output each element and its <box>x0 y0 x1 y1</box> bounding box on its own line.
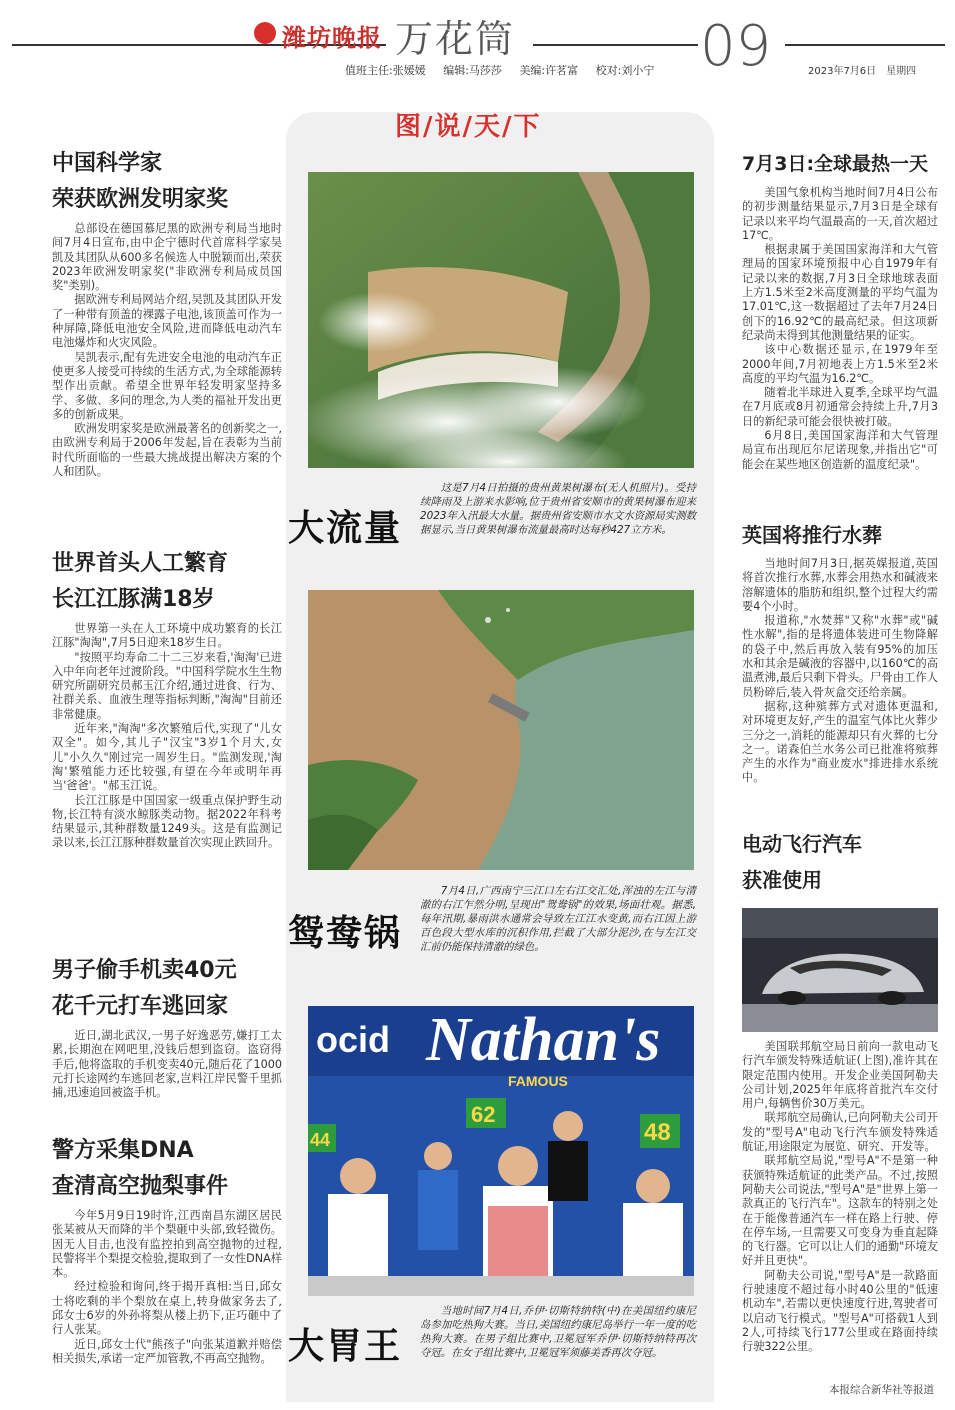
sign-famous-text: FAMOUS <box>508 1073 568 1089</box>
score-card-44: 44 <box>310 1130 331 1150</box>
article-body: 世界第一头在人工环境中成功繁育的长江江豚"淘淘",7月5日迎来18岁生日。 "按照平均寿命二十二三岁来看,'淘淘'已进入中年向老年过渡阶段。"中国科学院水生生物研究所副研究员郝玉江介绍,通过进食、行为、社群关系、血液生理等指标判断,"淘淘"目前还非常健康。 近年来,"淘淘"多次繁殖后代,实现了"儿女双全"。如今,其儿子"汉宝"3岁1个月大,女儿"小久久"刚过完一周岁生日。"监测发现,'淘淘'繁殖能力还比较强,有望在今年或明年再当'爸爸'。"郝玉江说。 长江江豚是中国国家一级重点保护野生动物,长江特有淡水鲸豚类动物。据2022年科考结果显示,其种群数量1249头。这是有监测记录以来,长江江豚种群数量首次实现止跌回升。 <box>52 622 282 850</box>
credit-duty-editor: 值班主任:张媛媛 <box>345 64 426 77</box>
feature-banner: 图/说/天/下 <box>395 112 542 142</box>
headline: 中国科学家 荣获欧洲发明家奖 <box>52 151 229 212</box>
article-body: 美国联邦航空局日前向一款电动飞行汽车颁发特殊适航证(上图),准许其在限定范围内使用。开发企业美国阿勒夫公司计划,2025年年底将首批汽车交付用户,每辆售价30万美元。 联邦航空局确认,已向阿勒夫公司开发的"型号A"电动飞行汽车颁发特殊适航证,用途限定为展览、研究、开发等。 联邦航空局说,"型号A"不是第一种获颁特殊适航证的此类产品。不过,按照阿勒夫公司说法,"型号A"是"世界上第一款真正的飞行汽车"。这款车的特别之处在于能像普通汽车一样在路上行驶、停在停车场,一旦需要又可变身为垂直起降的飞行器。它可以让人们的通勤"环境友好并且更快"。 阿勒夫公司说,"型号A"是一款路面行驶速度不超过每小时40公里的"低速机动车",若需以更快速度行进,驾驶者可以启动飞行模式。"型号A"可搭载1人到2人,可持续飞行177公里或在路面持续行驶322公里。 <box>742 1040 938 1354</box>
headline: 世界首头人工繁育 长江江豚满18岁 <box>52 551 229 612</box>
story-title-big-eater: 大胃王 <box>288 1326 403 1367</box>
headline: 电动飞行汽车 获准使用 <box>742 832 862 892</box>
newspaper-name: 潍坊晚报 <box>282 24 382 52</box>
section-title: 万花筒 <box>395 17 516 61</box>
credit-proofreader: 校对:刘小宁 <box>595 64 655 77</box>
sign-nathans-text: Nathan's <box>426 1006 661 1074</box>
article-phone-thief <box>52 953 282 1100</box>
article-hottest-day <box>742 146 938 472</box>
sign-left-text: ocid <box>316 1019 391 1060</box>
headline: 7月3日:全球最热一天 <box>742 153 929 175</box>
story-caption-mandarin-duck-pot: 7月4日,广西南宁三江口左右江交汇处,浑浊的左江与清澈的右江乍然分明,呈现出"鸳鸯锅"的效果,场面壮观。据悉,每年汛期,暴雨洪水通常会导致左江江水变黄,而右江因上游百色段大型水库的沉积作用,拦截了大部分泥沙,在与左江交汇前仍能保持清澈的绿色。 <box>420 885 696 953</box>
score-card-48: 48 <box>644 1119 671 1146</box>
headline: 男子偷手机卖40元 花千元打车逃回家 <box>52 958 237 1019</box>
article-flying-car <box>742 826 938 1355</box>
article-body: 总部设在德国慕尼黑的欧洲专利局当地时间7月4日宣布,由中企宁德时代首席科学家吴凯及其团队从600多名候选人中脱颖而出,荣获2023年欧洲发明家奖("非欧洲专利局成员国奖"类别)。 据欧洲专利局网站介绍,吴凯及其团队开发了一种带有顶盖的裸露子电池,该顶盖可作为一种屏障,降低电池安全风险,进而降低电动汽车电池爆炸和火灾风险。 吴凯表示,配有先进安全电池的电动汽车正使更多人接受可持续的生活方式,为全球能源转型作出贡献。希望全世界年轻发明家坚持多学、多做、多问的理念,为人类的福祉开发出更多的创新成果。 欧洲发明家奖是欧洲最著名的创新奖之一,由欧洲专利局于2006年发起,旨在表彰为当前时代所面临的一些最大挑战提出解决方案的个人和团队。 <box>52 222 282 479</box>
story-title-big-flow: 大流量 <box>288 508 403 549</box>
article-inventor-award <box>52 146 282 479</box>
newspaper-logo-icon <box>254 22 276 44</box>
story-caption-big-flow: 这是7月4日拍摄的贵州黄果树瀑布(无人机照片)。受持续降雨及上游来水影响,位于贵州省安顺市的黄果树瀑布迎来2023年入汛最大水量。据贵州省安顺市水文水资源局实测数据显示,当日黄果树瀑布流量最高时达每秒427立方米。 <box>420 482 696 536</box>
credit-art-editor: 美编:许茗富 <box>519 64 579 77</box>
masthead-rule-middle <box>533 44 698 46</box>
page-number: 09 <box>700 14 772 79</box>
headline: 英国将推行水葬 <box>742 523 882 547</box>
credit-editor: 编辑:马莎莎 <box>443 64 502 77</box>
article-water-burial <box>742 517 938 786</box>
story-title-mandarin-duck-pot: 鸳鸯锅 <box>288 913 403 954</box>
masthead-rule-right <box>785 44 945 46</box>
hotdog-image <box>308 1006 694 1296</box>
flying-car-photo <box>742 908 938 1032</box>
flying-car-image <box>742 908 938 1032</box>
article-body: 近日,湖北武汉,一男子好逸恶劳,嫌打工太累,长期泡在网吧里,没钱后想到盗窃。盗窃得手后,他将盗取的手机变卖40元,随后花了1000元打长途网约车逃回老家,岂料江岸民警千里抓捕,迅速追回被盗手机。 <box>52 1029 282 1100</box>
waterfall-image <box>308 172 694 468</box>
hotdog-contest-photo <box>308 1006 694 1296</box>
river-image <box>308 590 694 870</box>
source-note: 本报综合新华社等报道 <box>829 1384 934 1396</box>
issue-date: 2023年7月6日 星期四 <box>808 66 917 77</box>
article-pear-dna <box>52 1133 282 1366</box>
waterfall-photo <box>308 172 694 468</box>
story-caption-big-eater: 当地时间7月4日,乔伊·切斯特纳特(中)在美国纽约康尼岛参加吃热狗大赛。当日,美国纽约康尼岛举行一年一度的吃热狗大赛。在男子组比赛中,卫冕冠军乔伊·切斯特纳特再次夺冠。在女子组比赛中,卫冕冠军须藤美香再次夺冠。 <box>420 1305 696 1359</box>
article-finless-porpoise <box>52 546 282 851</box>
river-confluence-photo <box>308 590 694 870</box>
score-card-62: 62 <box>471 1102 496 1127</box>
article-body: 美国气象机构当地时间7月4日公布的初步测量结果显示,7月3日是全球有记录以来平均气温最高的一天,首次超过17℃。 根据隶属于美国国家海洋和大气管理局的国家环境预报中心自1979年有记录以来的数据,7月3日全球地球表面上方1.5米至2米高度测量的平均气温为17.01℃,这一数据超过了去年7月24日创下的16.92℃的最高纪录。但这项新纪录尚未得到其他测量结果的证实。 该中心数据还显示,在1979年至2000年间,7月初地表上方1.5米至2米高度的平均气温为16.2℃。 随着北半球进入夏季,全球平均气温在7月底或8月初通常会持续上升,7月3日的新纪录可能会很快被打破。 6月8日,美国国家海洋和大气管理局宣布出现厄尔尼诺现象,并指出它"可能会在某些地区创造新的温度纪录"。 <box>742 186 938 471</box>
headline: 警方采集DNA 查清高空抛梨事件 <box>52 1138 229 1199</box>
editor-credits <box>345 62 668 78</box>
article-body: 当地时间7月3日,据英媒报道,英国将首次推行水葬,水葬会用热水和碱液来溶解遗体的脂肪和组织,整个过程大约需要4个小时。 报道称,"水焚葬"又称"水葬"或"碱性水解",指的是将遗体装进可生物降解的袋子中,然后再放入装有95%的加压水和其余是碱液的容器中,以160℃的高温煮沸,最后只剩下骨头。尸骨由工作人员粉碎后,装入骨灰盒交还给亲属。 据称,这种殡葬方式对遗体更温和,对环境更友好,产生的温室气体比火葬少三分之一,消耗的能源却只有火葬的七分之一。诺森伯兰水务公司已批准将殡葬产生的水作为"商业废水"排进排水系统中。 <box>742 557 938 785</box>
article-body: 今年5月9日19时许,江西南昌东湖区居民张某被从天而降的半个梨砸中头部,致轻微伤。因无人目击,也没有监控拍到高空抛物的过程,民警将半个梨提交检验,提取到了一女性DNA样本。 经过检验和询问,终于揭开真相:当日,邱女士将吃剩的半个梨放在桌上,转身做家务去了,邱女士6岁的外孙将梨从楼上扔下,正巧砸中了行人张某。 近日,邱女士代"熊孩子"向张某道歉并赔偿相关损失,承诺一定严加管教,不再高空抛物。 <box>52 1209 282 1365</box>
